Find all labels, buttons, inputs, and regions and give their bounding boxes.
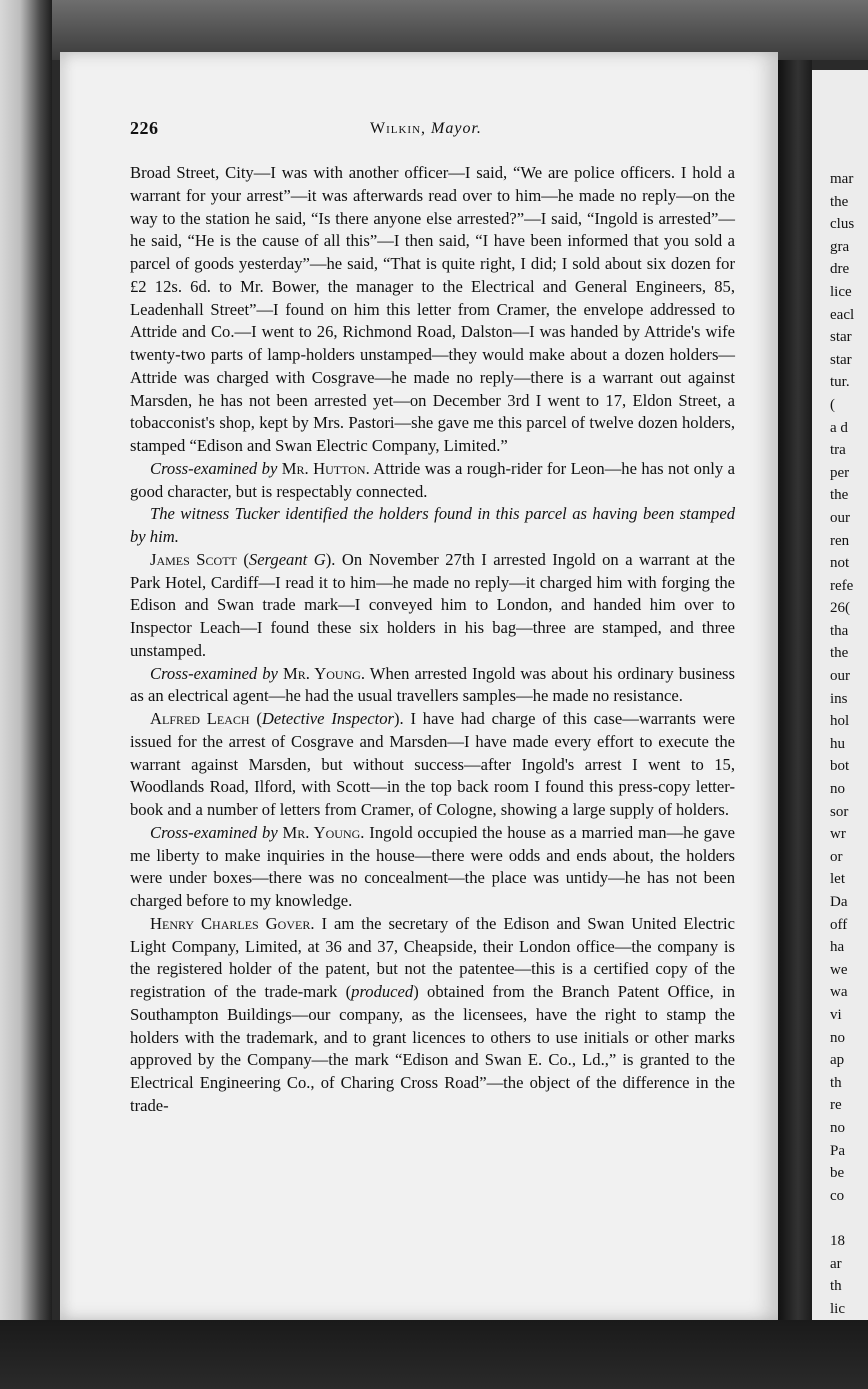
facing-page-fragment: dre xyxy=(830,261,850,278)
facing-page-fragment: eacl xyxy=(830,306,855,323)
paragraph-text: Broad Street, City—I was with another officer—I said, “We are police officers. I hold a warrant for your arrest”—it was afterwards read over to him—he made no reply—on the way to the station he said, “Is there anyone else arrested?”—I said, “Ingold is arrested”—he said, “He is the cause of all this”—I then said, “I have been informed that you sold a parcel of goods yesterday”—he said, “That is quite right, I did; I sold about six dozen for £2 12s. 6d. to Mr. Bower, the manager to the Electrical and General Engineers, 85, Leadenhall Street”—I found on him this letter from Cramer, the envelope addressed to Attride and Co.—I went to 26, Richmond Road, Dalston—I was handed by Attride's wife twenty-two parts of lamp-holders unstamped—they would make about a dozen holders—Attride was charged with Cosgrave—he made no reply—there is a warrant out against Marsden, he has not been arrested yet—on December 3rd I went to 17, Eldon Street, a tobacconist's shop, kept by Mrs. Pastori—she gave me this parcel of twelve dozen holders, stamped “Edison and Swan Electric Company, Limited.” xyxy=(130,163,735,455)
paragraph-text: Mr. Young. xyxy=(282,822,365,842)
facing-page-fragment: lic xyxy=(830,1300,845,1317)
facing-page-fragment: ( xyxy=(830,396,835,413)
facing-page-fragment: wa xyxy=(830,984,848,1001)
page-body-text xyxy=(130,162,735,1118)
paragraph-text: Cross-examined by xyxy=(150,458,278,478)
paragraph-text: James Scott xyxy=(150,549,237,569)
paragraph-text: ). I have had charge of this case—warrants were issued for the arrest of Cosgrave and Marsden—I have made every effort to execute the warrant against Marsden, but without success—after Ingold's arrest I went to 15, Woodlands Road, Ilford, with Scott—in the top back room I found this press-copy letter-book and a number of letters from Cramer, of Cologne, showing a large supply of holders. xyxy=(130,709,735,819)
facing-page-fragment: Da xyxy=(830,894,848,910)
paragraph-text: I am the secretary of the Edison and Swan United Electric Light Company, Limited, at 36 and 37, Cheapside, their London office—the company is the registered holder of the patent, but not the patentee—this is a certified copy of the registration of the trade-mark ( xyxy=(130,913,735,1001)
facing-page-fragment: the xyxy=(830,645,849,662)
facing-page-fragment: refe xyxy=(830,577,854,594)
facing-page-fragment: ap xyxy=(830,1052,845,1069)
paragraph-text: Mr. Young. xyxy=(282,663,366,683)
facing-page-fragment: not xyxy=(830,555,850,572)
facing-page-fragment: our xyxy=(830,509,850,526)
facing-page-fragment: be xyxy=(830,1165,845,1182)
facing-page-fragment: ren xyxy=(830,532,850,549)
facing-page-fragment: clus xyxy=(830,216,855,233)
facing-page-fragment: ins xyxy=(830,690,848,707)
facing-page-fragment: sor xyxy=(830,803,849,820)
paragraph-text: Alfred Leach xyxy=(150,709,250,728)
paragraph-text: Ingold occupied the house as a married man—he gave me liberty to make inquiries in the house—there were odds and ends about, the holders were under boxes—there was no concealment—the place was untidy—he has not been charged before to my knowledge. xyxy=(130,822,735,910)
facing-page-fragment: gra xyxy=(830,238,850,255)
running-title xyxy=(370,120,482,138)
facing-page-fragment: th xyxy=(830,1278,842,1295)
facing-page-edge xyxy=(812,70,868,1320)
facing-page-fragment: off xyxy=(830,916,848,933)
facing-page-fragment: vi xyxy=(830,1006,842,1023)
paragraph-text: Cross-examined by xyxy=(150,663,278,683)
facing-page-fragment: tha xyxy=(830,622,849,639)
facing-page-fragment: Pa xyxy=(830,1142,845,1159)
facing-page-fragment: star xyxy=(830,351,852,368)
paragraph xyxy=(130,162,735,458)
facing-page-fragment: our xyxy=(830,668,850,685)
facing-page-fragment: re xyxy=(830,1097,842,1114)
paragraph-text: ) obtained from the Branch Patent Office, in Southampton Buildings—our company, as the licensees, have the right to stamp the holders with the trademark, and to grant licences to others to use initials or other marks approved by the Company—the mark “Edison and Swan E. Co., Ld.,” is granted to the Electrical Engineering Co., of Charing Cross Road”—the object of the difference in the trade- xyxy=(130,982,735,1115)
facing-page-fragment: no xyxy=(830,1029,845,1046)
paragraph xyxy=(130,458,735,504)
facing-page-fragment: bot xyxy=(830,758,850,775)
facing-page-fragment: th xyxy=(830,1074,842,1091)
paragraph-text: ( xyxy=(236,549,249,569)
facing-page-fragment: lice xyxy=(830,283,852,300)
facing-page-fragment: no xyxy=(830,781,845,798)
facing-page-fragment: tur. xyxy=(830,374,850,391)
paragraph xyxy=(130,549,735,663)
facing-page-fragment: no xyxy=(830,1119,845,1136)
running-title-name: Wilkin, xyxy=(370,120,427,137)
page-number: 226 xyxy=(130,118,159,138)
paragraph-text: Detective Inspector xyxy=(261,709,394,728)
facing-page-fragment: ar xyxy=(830,1255,842,1272)
paragraph-text: When arrested Ingold was about his ordinary business as an electrical agent—he had the usual travellers samples—he made no resistance. xyxy=(130,663,735,706)
facing-page-fragment: ha xyxy=(830,939,845,956)
paragraph-text: Mr. Hutton. xyxy=(281,458,370,478)
paragraph-text: The witness Tucker identified the holders found in this parcel as having been stamped by him. xyxy=(130,504,735,546)
paragraph xyxy=(130,708,735,822)
paragraph-text: ). On November 27th I arrested Ingold on a warrant at the Park Hotel, Cardiff—I read it to him—he made no reply—it charged him with forging the Edison and Swan trade mark—I conveyed him to London, and handed him over to Inspector Leach—I found these six holders in his bag—three are stamped, and three unstamped. xyxy=(130,549,735,660)
facing-page-fragments xyxy=(812,70,868,1320)
facing-page-fragment: the xyxy=(830,193,849,210)
paragraph-text: Cross-examined by xyxy=(150,822,278,842)
facing-page-fragment: hol xyxy=(830,713,850,730)
facing-page-fragment: or xyxy=(830,848,843,865)
running-head xyxy=(130,118,750,146)
paragraph-text: produced xyxy=(351,982,414,1001)
facing-page-fragment: a d xyxy=(830,419,848,436)
scan-background-bottom xyxy=(0,1320,868,1389)
facing-page-fragment: wr xyxy=(830,826,846,843)
paragraph xyxy=(130,822,735,913)
book-gutter xyxy=(778,60,812,1320)
facing-page-fragment: star xyxy=(830,329,852,346)
scan-background-top xyxy=(0,0,868,60)
paragraph-text: Henry Charles Gover. xyxy=(150,913,315,933)
facing-page-fragment: 18 xyxy=(830,1232,845,1249)
running-title-office: Mayor. xyxy=(431,120,482,137)
facing-page-fragment: we xyxy=(830,961,848,978)
facing-page-fragment xyxy=(812,1207,868,1230)
facing-page-fragment: hu xyxy=(830,735,845,752)
paragraph xyxy=(130,913,735,1118)
paragraph-text: Sergeant G xyxy=(248,549,326,569)
facing-page-fragment: per xyxy=(830,464,850,481)
paragraph xyxy=(130,503,735,549)
facing-page-fragment: mar xyxy=(830,171,854,187)
facing-page-fragment: tra xyxy=(830,442,846,459)
book-binding-edge xyxy=(0,0,52,1389)
facing-page-fragment: co xyxy=(830,1187,845,1204)
facing-page-fragment: 26( xyxy=(830,600,850,617)
facing-page-fragment: let xyxy=(830,871,845,888)
facing-page-fragment: the xyxy=(830,487,849,504)
paragraph xyxy=(130,663,735,709)
paragraph-text: ( xyxy=(249,709,262,728)
paragraph-text: Attride was a rough-rider for Leon—he has not only a good character, but is respectably connected. xyxy=(130,458,735,501)
